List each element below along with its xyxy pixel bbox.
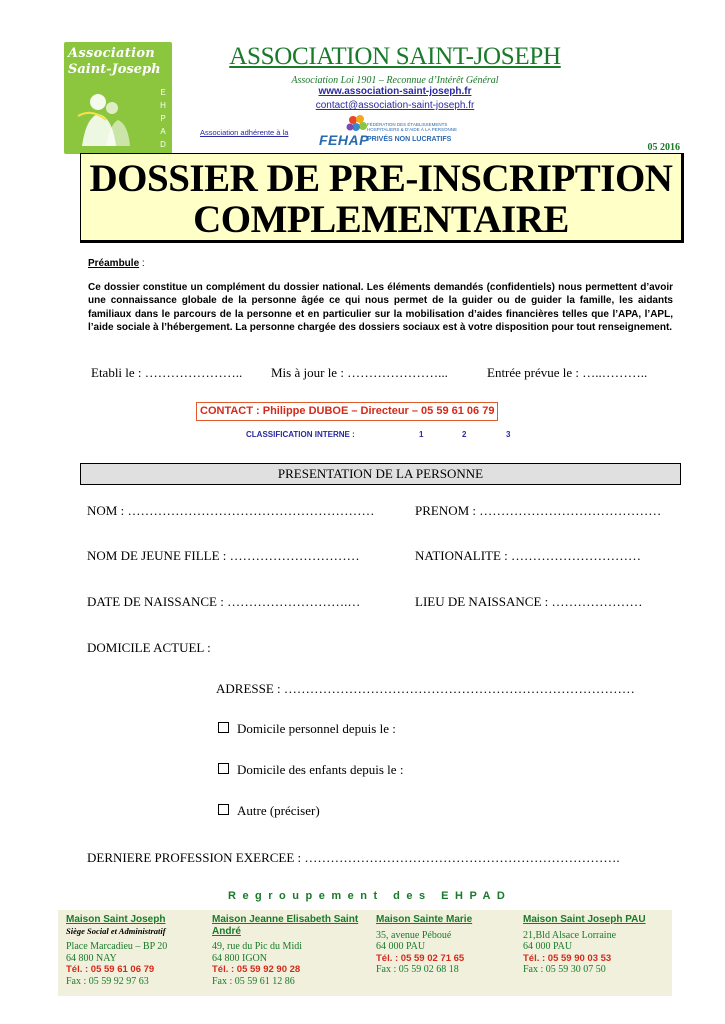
logo-ehpad-vertical: E H P A D <box>160 88 166 149</box>
prenom-field[interactable]: PRENOM : …………………………………… <box>415 503 662 518</box>
classification-level-2[interactable]: 2 <box>462 430 467 439</box>
footer-houses <box>58 910 672 996</box>
mise-a-jour-field[interactable]: Mis à jour le : …………………... <box>271 365 448 380</box>
logo-figure-icon <box>72 88 142 150</box>
checkbox-icon[interactable] <box>218 763 229 774</box>
classification-level-3[interactable]: 3 <box>506 430 511 439</box>
document-date: 05 2016 <box>647 142 680 153</box>
title-box <box>80 153 684 243</box>
fehap-logo <box>315 114 485 150</box>
house-1: Maison Saint Joseph Siège Social et Administratif Place Marcadieu – BP 20 64 800 NAY Tél. : 05 59 61 06 79 Fax : 05 59 92 97 63 <box>66 914 168 987</box>
contact-box: CONTACT : Philippe DUBOE – Directeur – 05 59 61 06 79 <box>196 402 498 421</box>
preamble-text: Ce dossier constitue un complément du dossier national. Les éléments demandés (confidentiels) nous permettent d’avoir une connaissance globale de la personne âgée ce qui nous permet de la guider ou de guider la famille, les aidants familiaux dans le parcours de la personne et en particulier sur la mobilisation d’aides financières telles que l’APA, l’APL, l’aide sociale à l’hébergement. La personne chargée des dossiers sociaux est à votre disposition pour tout renseignement. <box>88 282 673 333</box>
organization-status: Association Loi 1901 – Reconnue d’Intérêt Général <box>291 75 499 86</box>
adresse-field[interactable]: ADRESSE : ……………………………………………………………………… <box>216 681 635 696</box>
house-4: Maison Saint Joseph PAU 21,Bld Alsace Lorraine 64 000 PAU Tél. : 05 59 90 03 53 Fax : 05 59 30 07 50 <box>523 914 646 975</box>
title-line2: COMPLEMENTAIRE <box>193 198 569 241</box>
association-logo <box>64 42 172 154</box>
fehap-description: FÉDÉRATION DES ÉTABLISSEMENTS HOSPITALIERS & D’AIDE À LA PERSONNE <box>367 122 457 132</box>
domicile-label: DOMICILE ACTUEL : <box>87 640 211 655</box>
option-domicile-enfants[interactable]: Domicile des enfants depuis le : <box>218 762 403 778</box>
title-line1: DOSSIER DE PRE-INSCRIPTION <box>89 157 673 200</box>
nationalite-field[interactable]: NATIONALITE : ………………………… <box>415 548 642 563</box>
section-title: PRESENTATION DE LA PERSONNE <box>80 463 681 485</box>
option-domicile-personnel[interactable]: Domicile personnel depuis le : <box>218 721 396 737</box>
logo-line1: Association <box>68 46 156 61</box>
checkbox-icon[interactable] <box>218 804 229 815</box>
logo-line2: Saint-Joseph <box>68 62 161 77</box>
etabli-field[interactable]: Etabli le : ………………….. <box>91 365 243 380</box>
date-naissance-field[interactable]: DATE DE NAISSANCE : ……………………….… <box>87 594 361 609</box>
house-2: Maison Jeanne Elisabeth Saint André 49, rue du Pic du Midi 64 800 IGON Tél. : 05 59 92 90 28 Fax : 05 59 61 12 86 <box>212 914 359 987</box>
footer-title: Regroupement des EHPAD <box>228 890 512 902</box>
fehap-tagline: PRIVÉS NON LUCRATIFS <box>367 136 452 143</box>
classification-level-1[interactable]: 1 <box>419 430 424 439</box>
house-3: Maison Sainte Marie 35, avenue Péboué 64 000 PAU Tél. : 05 59 02 71 65 Fax : 05 59 02 68 18 <box>376 914 473 975</box>
nom-jeune-fille-field[interactable]: NOM DE JEUNE FILLE : ………………………… <box>87 548 360 563</box>
classification-label: CLASSIFICATION INTERNE : <box>246 430 355 439</box>
fehap-name: FEHAP <box>319 132 369 148</box>
lieu-naissance-field[interactable]: LIEU DE NAISSANCE : ………………… <box>415 594 643 609</box>
option-autre[interactable]: Autre (préciser) <box>218 803 320 819</box>
email-link[interactable]: contact@association-saint-joseph.fr <box>315 100 475 111</box>
adherent-label: Association adhérente à la <box>200 128 289 137</box>
entree-prevue-field[interactable]: Entrée prévue le : …..……….. <box>487 365 648 380</box>
profession-field[interactable]: DERNIERE PROFESSION EXERCEE : ………………………………………………………………. <box>87 850 620 865</box>
nom-field[interactable]: NOM : ………………………………………………… <box>87 503 375 518</box>
website-link[interactable]: www.association-saint-joseph.fr <box>318 86 472 97</box>
preamble-label: Préambule : <box>88 258 145 269</box>
checkbox-icon[interactable] <box>218 722 229 733</box>
organization-name: ASSOCIATION SAINT-JOSEPH <box>229 43 561 70</box>
